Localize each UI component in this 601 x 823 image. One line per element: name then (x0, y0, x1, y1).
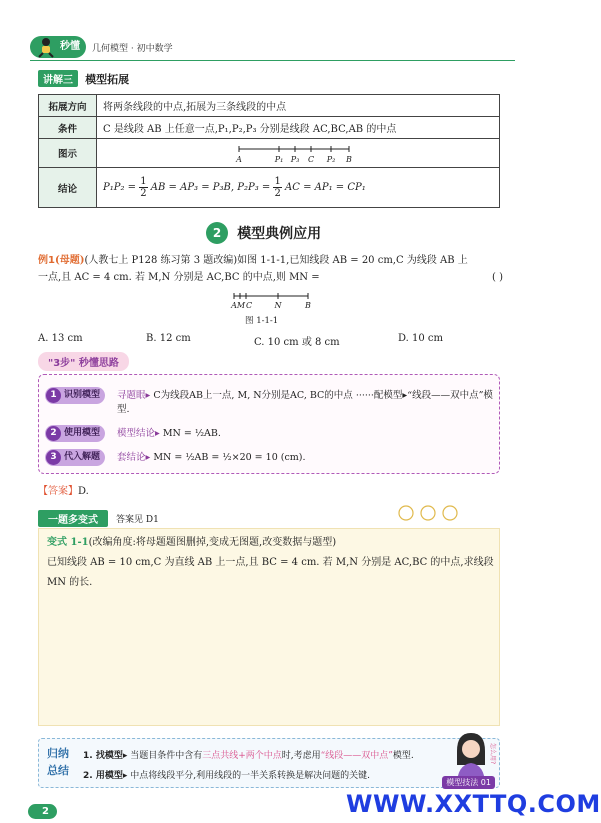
summary-item-2 (83, 768, 443, 781)
summary-text: 时,考虑用 (281, 751, 321, 761)
step-badge (45, 387, 105, 404)
runner-icon (34, 37, 58, 57)
step-lead: 寻题眼▸ (117, 390, 151, 401)
point-label: B (305, 301, 311, 310)
section-number: 2 (206, 222, 228, 244)
point-label: P₂ (326, 155, 336, 164)
page-number: 2 (28, 804, 57, 819)
frac-den: 2 (140, 188, 147, 199)
example-tag: 例1 (38, 255, 55, 266)
step-label: 代入解题 (64, 452, 101, 462)
figure-caption: 图 1-1-1 (245, 316, 279, 326)
answer-paren: ( ) (492, 272, 503, 283)
section2-title: 模型典例应用 (237, 226, 322, 242)
table-row (39, 95, 500, 117)
fraction (139, 176, 147, 199)
example-line-1 (38, 252, 503, 269)
row-value: 将两条线段的中点,拓展为三条线段的中点 (97, 95, 500, 117)
variation-line-2: MN 的长. (47, 577, 93, 588)
variation-text (47, 533, 495, 593)
point-label: A (236, 155, 242, 164)
section-tag: 讲解三 (38, 70, 78, 87)
section-heading (38, 70, 129, 86)
example-text-2: 一点,且 AC = 4 cm. 若 M,N 分别是 AC,BC 的中点,则 MN = (38, 272, 320, 283)
summary-text: 模型. (392, 751, 414, 761)
page-footer (28, 804, 57, 819)
answer-ref: 答案见 D1 (116, 515, 159, 525)
row-key: 条件 (39, 117, 97, 139)
section-title: 模型拓展 (85, 72, 130, 86)
fraction (273, 176, 281, 199)
formula-part: AB = AP₃ = P₃B, P₂P₃ = (150, 182, 271, 193)
option-d: D. 10 cm (398, 333, 444, 344)
example-text-1: (人教七上 P128 练习第 3 题改编)如图 1-1-1,已知线段 AB = 20 cm,C 为线段 AB 上 (84, 255, 468, 266)
table-row (39, 117, 500, 139)
step-body: C为线段AB上一点, M, N分别是AC, BC的中点 ······配模型▸“线段——双中点”模型. (117, 390, 493, 415)
page-header (30, 36, 530, 58)
point-label: P₃ (290, 155, 300, 164)
point-label: P₁ (274, 155, 284, 164)
speech-bubble: 怎么用? (489, 743, 496, 765)
point-label: B (346, 155, 352, 164)
example-1 (38, 252, 503, 286)
segment-diagram-cell (97, 139, 500, 168)
section2-heading (206, 222, 321, 246)
summary-item-1 (83, 748, 443, 761)
variation-line (47, 533, 495, 553)
summary-text: 当题目条件中含有 (130, 751, 203, 761)
variation-angle: (改编角度:将母题题图删掉,变成无图题,改变数据与题型) (88, 537, 337, 548)
summary-highlight: “线段——双中点” (320, 751, 393, 761)
step-number: 2 (46, 426, 61, 441)
step-badge (45, 449, 105, 466)
summary-box (38, 738, 500, 788)
option-b: B. 12 cm (146, 333, 191, 344)
step-text (117, 389, 497, 417)
variation-box (38, 528, 500, 726)
table-row (39, 139, 500, 168)
formula-part: AC = AP₁ = CP₁ (285, 182, 366, 193)
watermark: WWW.XXTTQ.COM (346, 790, 601, 818)
variation-label: 变式 1-1 (47, 537, 89, 548)
conclusion-cell (97, 168, 500, 208)
variation-line-1: 已知线段 AB = 10 cm,C 为直线 AB 上一点,且 BC = 4 cm. 若 M,N 分别是 AC,BC 的中点,求线段 (47, 557, 494, 568)
step-body: MN = ½AB = ½×20 = 10 (cm). (153, 452, 306, 463)
answer-tag: 【答案】 (38, 486, 78, 497)
step-lead: 模型结论▸ (117, 428, 160, 439)
summary-key: 1. 找模型▸ (83, 751, 128, 761)
idea-icons (398, 502, 458, 524)
summary-text: 中点将线段平分,利用线段的一半关系转换是解决问题的关键. (130, 771, 370, 781)
summary-highlight: 三点共线+两个中点 (202, 751, 282, 761)
technique-badge: 模型技法 01 (442, 776, 495, 789)
frac-num: 1 (274, 176, 281, 187)
figure-1-1-1 (228, 290, 328, 312)
logo-text: 秒懂 (60, 41, 80, 52)
model-table (38, 94, 500, 208)
point-label: C (307, 155, 315, 164)
step-text (117, 451, 497, 465)
summary-key: 2. 用模型▸ (83, 771, 128, 781)
step-badge (45, 425, 105, 442)
point-label: C (245, 301, 253, 310)
point-label: A (231, 301, 237, 310)
frac-num: 1 (140, 176, 147, 187)
step-text (117, 427, 497, 441)
table-row (39, 168, 500, 208)
step-3 (45, 449, 495, 471)
step-lead: 套结论▸ (117, 452, 151, 463)
step-number: 3 (46, 450, 61, 465)
row-key: 图示 (39, 139, 97, 168)
header-title: 几何模型 · 初中数学 (92, 44, 173, 54)
row-value: C 是线段 AB 上任意一点,P₁,P₂,P₃ 分别是线段 AC,BC,AB 的中点 (97, 117, 500, 139)
point-label: N (274, 301, 282, 310)
example-source: (母题) (54, 255, 85, 266)
step-2 (45, 425, 495, 447)
segment-diagram (233, 141, 433, 165)
answer (38, 482, 89, 497)
variation-tag: 一题多变式 (38, 510, 108, 527)
row-key: 拓展方向 (39, 95, 97, 117)
row-key: 结论 (39, 168, 97, 208)
header-divider (30, 60, 515, 61)
logo (30, 36, 86, 58)
point-label: M (236, 301, 246, 310)
answer-value: D. (78, 486, 89, 497)
frac-den: 2 (274, 188, 281, 199)
steps-heading (38, 352, 129, 370)
step-number: 1 (46, 388, 61, 403)
summary-label: 归纳总结 (47, 747, 69, 777)
step-1 (45, 387, 495, 415)
option-c: C. 10 cm 或 8 cm (254, 337, 340, 348)
variation-header (38, 508, 500, 528)
formula-part: P₁P₂ = (103, 182, 137, 193)
steps-tag: "3步" 秒懂思路 (38, 352, 129, 371)
steps-box (38, 374, 500, 474)
step-label: 识别模型 (64, 390, 101, 400)
step-label: 使用模型 (64, 428, 101, 438)
step-body: MN = ½AB. (162, 428, 221, 439)
option-a: A. 13 cm (38, 333, 83, 344)
